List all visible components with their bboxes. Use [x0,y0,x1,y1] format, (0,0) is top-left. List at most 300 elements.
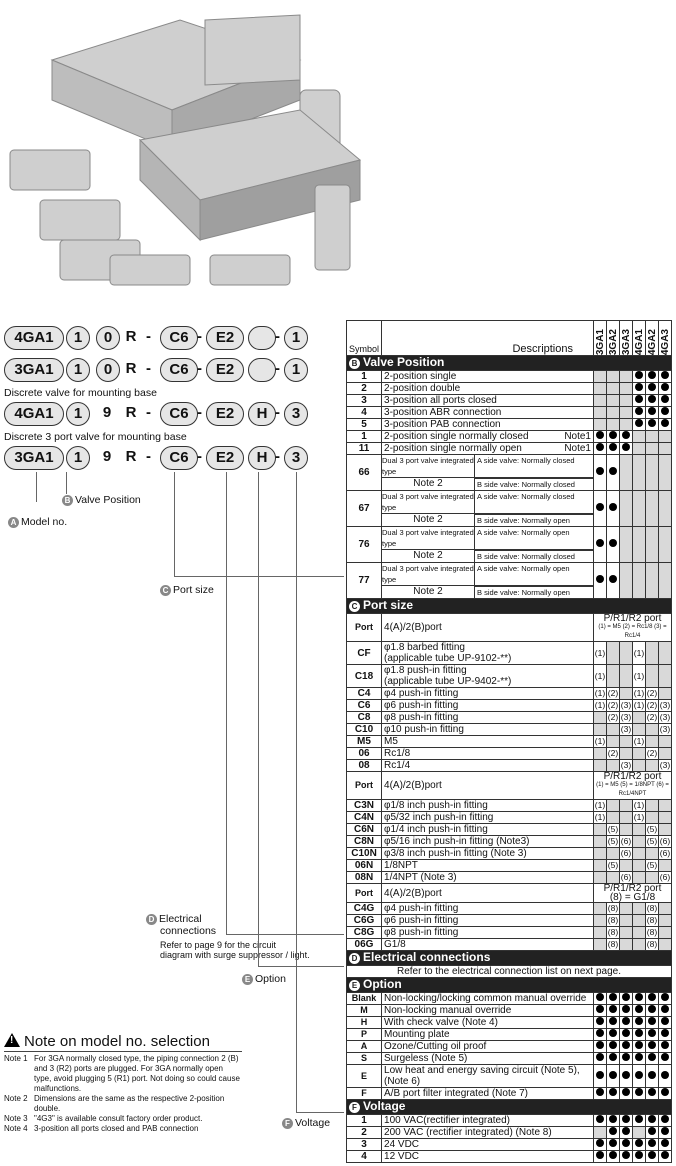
notes-list [4,1054,242,1134]
desc-cell: φ1.8 push-in fitting (applicable tube UP-9402-**) [382,665,594,688]
valve-row [347,371,672,383]
mark-cell [633,1029,646,1041]
port-mark-cell: (1) [594,688,606,698]
port-mark-cell [620,748,633,760]
option-row [347,993,672,1005]
port-mark-cell: (5) [607,860,619,870]
electrical-ref: Refer to page 9 for the circuit diagram with surge suppressor / light. [160,940,310,960]
desc-cell: 2-position double [382,383,594,395]
port-row [347,836,672,848]
dot-mark [635,993,643,1001]
code-part: 3GA1 [4,446,64,470]
port-mark-cell [633,748,646,760]
mark-cell [646,1088,659,1100]
code-part: 9 [102,448,112,465]
mark-cell [594,443,607,455]
port-group-header [347,884,672,903]
desc-cell: 3-position ABR connection [382,407,594,419]
port-mark-cell [646,642,659,665]
mark-cell [607,1005,620,1017]
dot-mark [648,407,656,415]
desc-cell: G1/8 [382,939,594,951]
dot-mark [609,1041,617,1049]
symbol-cell: 06 [347,748,382,760]
dot-mark [622,1115,630,1123]
dot-mark [635,1017,643,1025]
dot-mark [609,431,617,439]
symbol-cell: 1 [347,431,382,443]
mark-cell [633,371,646,383]
mark-cell [646,395,659,407]
model-code-row [4,402,314,426]
mark-cell [659,383,672,395]
model-code-row [4,446,314,470]
dual-valve-row [347,491,672,514]
dot-mark [609,1005,617,1013]
dot-mark [635,1088,643,1096]
spec-table [346,320,672,1163]
port-row [347,939,672,951]
mark-cell [607,1139,620,1151]
mark-cell [659,1065,672,1088]
dot-mark [635,1041,643,1049]
dot-mark [609,1139,617,1147]
dot-mark [648,1071,656,1079]
port-mark-cell [646,800,659,812]
mark-cell [607,1017,620,1029]
port-head: Port [347,614,382,642]
dot-mark [661,1029,669,1037]
port-mark-cell [594,903,607,915]
port-mark-cell: (3) [620,760,632,770]
dot-mark [596,575,604,583]
port-mark-cell: (5) [646,824,658,834]
port-mark-cell [646,724,659,736]
dot-mark [635,407,643,415]
dot-mark [648,1041,656,1049]
mark-cell [646,1139,659,1151]
symbol-cell: 67 [347,491,382,527]
dot-mark [609,575,617,583]
desc-cell: φ8 push-in fitting [382,927,594,939]
mark-cell [620,1151,633,1163]
code-part: 0 [96,326,120,350]
dot-mark [596,1053,604,1061]
port-mark-cell [594,860,607,872]
port-mark-cell [607,724,620,736]
port-mark-cell: (3) [620,712,632,722]
symbol-cell: 76 [347,527,382,563]
mark-cell [620,563,633,599]
symbol-cell: 1 [347,371,382,383]
desc-cell: φ4 push-in fitting [382,688,594,700]
port-mark-cell: (6) [620,848,632,858]
valve-row [347,407,672,419]
port-row [347,688,672,700]
mark-cell [659,993,672,1005]
symbol-cell: F [347,1088,382,1100]
code-part: E2 [206,402,244,426]
option-row [347,1005,672,1017]
dot-mark [622,1071,630,1079]
mark-cell [633,563,646,599]
port-mark-cell [633,915,646,927]
symbol-cell: 08N [347,872,382,884]
code-dash: - [146,328,151,345]
port-row [347,872,672,884]
desc-cell: 2-position single normally open Note1 [382,443,594,455]
code-caption: Discrete valve for mounting base [4,387,157,399]
port-mark-cell: (2) [607,688,619,698]
mark-cell [659,1029,672,1041]
dot-mark [596,467,604,475]
dot-mark [648,1127,656,1135]
mark-cell [607,395,620,407]
mark-cell [620,431,633,443]
mark-cell [633,1065,646,1088]
mark-cell [633,1053,646,1065]
note-item: Note 1 For 3GA normally closed type, the piping connection 2 (B) and 3 (R2) ports are plugged. For 3GA normally open type, avoid plugging 5 (R1) port. Not doing so could cause malfunctions. [4,1054,240,1093]
code-part: 1 [284,326,308,350]
desc-cell: Note 2 B side valve: Normally closed [382,478,594,491]
code-part: R [125,360,137,377]
mark-cell [633,431,646,443]
port-mark-cell [659,800,672,812]
port-mark-cell [633,824,646,836]
dot-mark [635,1053,643,1061]
connector-line [258,966,344,967]
dot-mark [622,1139,630,1147]
desc-cell: Dual 3 port valve integrated type A side valve: Normally open [382,527,594,550]
desc-cell: M5 [382,736,594,748]
mark-cell [646,1115,659,1127]
code-part: R [125,448,137,465]
option-label: E Option [242,973,286,985]
desc-cell: φ5/32 inch push-in fitting [382,812,594,824]
port-mark-cell: (3) [659,724,671,734]
port-mark-cell [659,736,672,748]
code-part: R [125,404,137,421]
port-mark-cell [620,939,633,951]
port-mark-cell [620,824,633,836]
port-mark-cell [607,848,620,860]
code-part: C6 [160,358,198,382]
mark-cell [607,1065,620,1088]
mark-cell [594,1005,607,1017]
port-head-desc: 4(A)/2(B)port [382,884,594,903]
dot-mark [596,1071,604,1079]
dot-mark [596,443,604,451]
port-mark-cell [607,642,620,665]
notes-title: ! Note on model no. selection [4,1033,210,1050]
mark-cell [607,371,620,383]
mark-cell [633,443,646,455]
mark-cell [646,1127,659,1139]
code-part: E2 [206,446,244,470]
port-mark-cell [620,915,633,927]
mark-cell [607,407,620,419]
port-mark-cell [646,872,659,884]
code-dash: - [146,404,151,421]
mark-cell [659,527,672,563]
desc-cell: Dual 3 port valve integrated type A side valve: Normally closed [382,491,594,514]
mark-cell [646,527,659,563]
code-part: E2 [206,358,244,382]
model-header: 4GA1 [633,321,646,356]
mark-cell [633,1139,646,1151]
mark-cell [620,419,633,431]
mark-cell [646,443,659,455]
mark-cell [620,1053,633,1065]
port-mark-cell: (1) [594,736,606,746]
option-row [347,1053,672,1065]
desc-cell: φ10 push-in fitting [382,724,594,736]
symbol-cell: 2 [347,1127,382,1139]
port-mark-cell: (1) [633,736,645,746]
symbol-cell: M [347,1005,382,1017]
dot-mark [596,1139,604,1147]
mark-cell [607,1041,620,1053]
mark-cell [646,371,659,383]
port-head: Port [347,772,382,800]
port-mark-cell: (2) [607,712,619,722]
port-row [347,860,672,872]
port-mark-cell: (8) [607,927,619,937]
port-mark-cell: (1) [594,812,606,822]
mark-cell [659,1041,672,1053]
port-mark-cell: (8) [607,915,619,925]
mark-cell [646,1017,659,1029]
mark-cell [620,371,633,383]
valve-position-label: B Valve Position [62,494,141,506]
port-row [347,700,672,712]
port-row [347,812,672,824]
mark-cell [594,1065,607,1088]
dot-mark [596,993,604,1001]
symbol-cell: 11 [347,443,382,455]
dot-mark [609,503,617,511]
dot-mark [648,419,656,427]
option-row [347,1041,672,1053]
port-mark-cell [633,724,646,736]
dot-mark [609,1053,617,1061]
dot-mark [622,1017,630,1025]
mark-cell [607,1151,620,1163]
mark-cell [620,1139,633,1151]
symbol-cell: C8 [347,712,382,724]
dot-mark [661,1053,669,1061]
code-dash: - [275,448,280,465]
mark-cell [659,1088,672,1100]
product-photo [0,0,676,300]
dot-mark [661,1005,669,1013]
dot-mark [609,1029,617,1037]
mark-cell [659,455,672,491]
port-mark-cell [620,736,633,748]
port-mark-cell [607,800,620,812]
desc-cell: 1/8NPT [382,860,594,872]
valve-row [347,419,672,431]
valve-row [347,443,672,455]
port-group-header [347,772,672,800]
mark-cell [620,407,633,419]
voltage-row [347,1115,672,1127]
mark-cell [633,1115,646,1127]
port-mark-cell [620,860,633,872]
desc-cell: φ1.8 barbed fitting (applicable tube UP-9102-**) [382,642,594,665]
port-mark-cell [659,642,672,665]
dot-mark [622,1151,630,1159]
model-header: 3GA1 [594,321,607,356]
mark-cell [594,1053,607,1065]
port-mark-cell: (6) [659,872,671,882]
mark-cell [594,1127,607,1139]
port-head-desc: 4(A)/2(B)port [382,772,594,800]
mark-cell [594,1041,607,1053]
mark-cell [659,1017,672,1029]
port-mark-cell: (1) [633,642,646,665]
mark-cell [607,383,620,395]
symbol-cell: 3 [347,1139,382,1151]
port-mark-cell: (2) [607,748,619,758]
port-mark-cell [594,712,607,724]
port-mark-cell [594,939,607,951]
mark-cell [594,1151,607,1163]
connector-line [296,1112,344,1113]
desc-cell: φ1/4 inch push-in fitting [382,824,594,836]
port-mark-cell [594,748,607,760]
model-no-label: A Model no. [8,516,67,528]
dot-mark [661,383,669,391]
port-row [347,927,672,939]
mark-cell [659,491,672,527]
mark-cell [607,1029,620,1041]
mark-cell [594,527,607,563]
dot-mark [661,993,669,1001]
dot-mark [661,1071,669,1079]
port-mark-cell: (1) [594,642,607,665]
dot-mark [596,1005,604,1013]
dot-mark [635,1005,643,1013]
mark-cell [594,1139,607,1151]
port-mark-cell: (1) [594,700,606,710]
mark-cell [594,1029,607,1041]
port-mark-cell: (5) [646,836,658,846]
mark-cell [646,455,659,491]
port-mark-cell: (8) [646,927,658,937]
dot-mark [635,419,643,427]
mark-cell [620,527,633,563]
mark-cell [646,383,659,395]
dual-valve-row [347,563,672,586]
code-dash: - [275,404,280,421]
desc-cell: 2-position single normally closed Note1 [382,431,594,443]
mark-cell [607,1088,620,1100]
port-mark-cell: (1) [594,665,607,688]
port-mark-cell: (1) [633,665,646,688]
dot-mark [622,1088,630,1096]
code-caption: Discrete 3 port valve for mounting base [4,431,187,443]
desc-cell: φ4 push-in fitting [382,903,594,915]
dot-mark [609,1151,617,1159]
code-part: H [248,402,276,426]
connector-line [174,576,344,577]
port-mark-cell [659,915,672,927]
section-header: D Electrical connections [347,951,672,966]
symbol-cell: S [347,1053,382,1065]
symbol-header: Symbol [347,321,382,356]
mark-cell [607,527,620,563]
dot-mark [609,443,617,451]
port-mark-cell: (3) [659,760,671,770]
mark-cell [646,563,659,599]
port-head-desc: 4(A)/2(B)port [382,614,594,642]
mark-cell [594,491,607,527]
mark-cell [607,455,620,491]
dot-mark [635,371,643,379]
port-mark-cell: (1) [633,812,645,822]
code-dash: - [146,360,151,377]
mark-cell [607,563,620,599]
voltage-row [347,1139,672,1151]
mark-cell [620,1127,633,1139]
desc-cell: 24 VDC [382,1139,594,1151]
port-row [347,748,672,760]
mark-cell [620,443,633,455]
dot-mark [609,1127,617,1135]
mark-cell [620,491,633,527]
mark-cell [620,993,633,1005]
symbol-cell: C4G [347,903,382,915]
port-row [347,824,672,836]
connector-line [226,472,227,934]
dot-mark [596,1088,604,1096]
port-mark-cell [659,939,672,951]
mark-cell [646,1041,659,1053]
port-mark-cell: (1) [633,688,645,698]
dot-mark [596,503,604,511]
code-part: 1 [284,358,308,382]
mark-cell [633,1088,646,1100]
port-mark-cell: (1) [633,800,645,810]
port-mark-cell: (6) [620,872,632,882]
pr-port-head: P/R1/R2 port (1) = M5 (2) = Rc1/8 (3) = Rc1/4 [594,614,672,642]
dot-mark [596,539,604,547]
dot-mark [661,371,669,379]
pr-port-head: P/R1/R2 port (1) = M5 (5) = 1/8NPT (6) = Rc1/4NPT [594,772,672,800]
port-mark-cell: (2) [646,748,658,758]
port-mark-cell [594,927,607,939]
symbol-cell: C6N [347,824,382,836]
dot-mark [609,993,617,1001]
desc-cell: 100 VAC(rectifier integrated) [382,1115,594,1127]
dual-valve-row [347,527,672,550]
port-mark-cell [607,760,620,772]
dot-mark [661,407,669,415]
symbol-cell: 66 [347,455,382,491]
mark-cell [620,1017,633,1029]
symbol-cell: 1 [347,1115,382,1127]
mark-cell [594,431,607,443]
mark-cell [646,1029,659,1041]
dot-mark [648,1005,656,1013]
desc-cell: 1/4NPT (Note 3) [382,872,594,884]
desc-cell: 2-position single [382,371,594,383]
mark-cell [594,1088,607,1100]
symbol-cell: 2 [347,383,382,395]
port-mark-cell: (3) [620,724,632,734]
dot-mark [609,1071,617,1079]
